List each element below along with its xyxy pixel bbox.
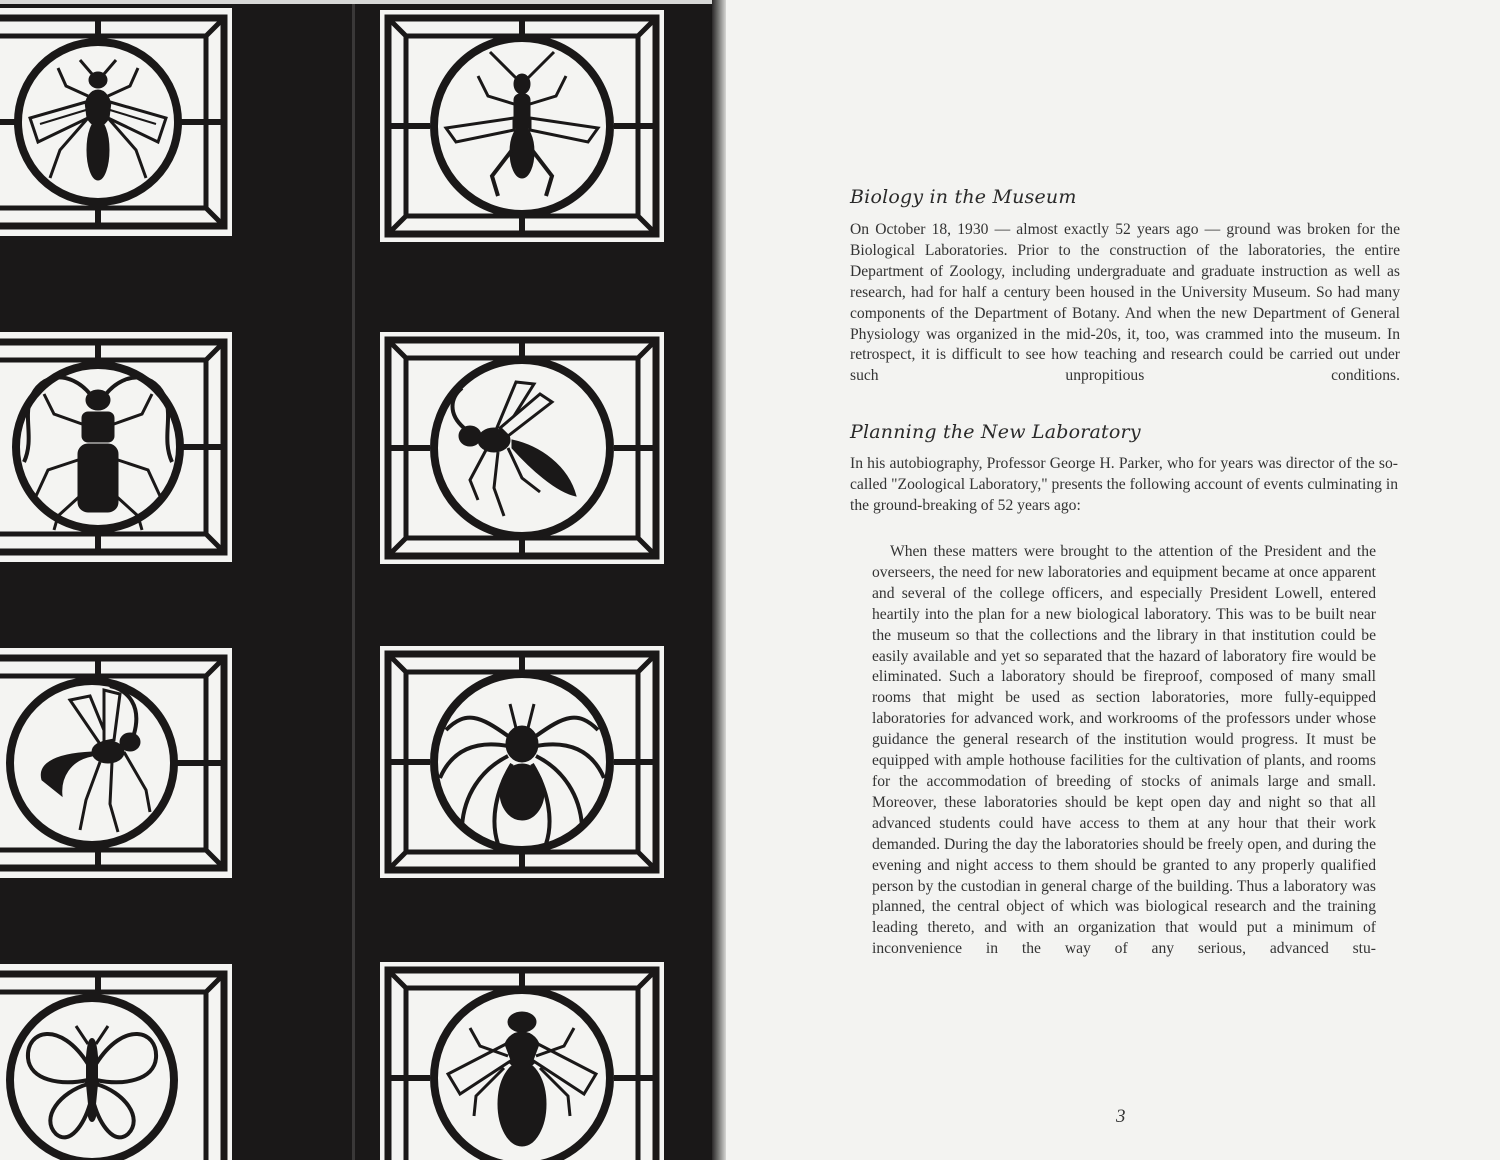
window-panel-7 xyxy=(380,646,664,878)
window-panel-8 xyxy=(380,962,664,1160)
window-panel-6 xyxy=(380,332,664,564)
text-page xyxy=(726,0,1500,1160)
section-heading-planning: Planning the New Laboratory xyxy=(850,421,1141,443)
parker-quote: When these matters were brought to the attention of the President and the overseers, the need for new laboratories and equipment became at once apparent and several of the college officers, and especially President Lowell, entered heartily into the plan for a new biological laboratory. This was to be built near the museum so that the collections and the library in that institution could be easily available and yet so separated that the hazard of laboratory fire would be eliminated. Such a laboratory should be fireproof, composed of many small rooms that might be used as section laboratories, more fully-equipped laboratories for advanced work, and workrooms of the professors under whose guidance the general research of the institution would progress. It must be equipped with ample hothouse facilities for the cultivation of plants, and rooms for the accommodation of breeding of stocks of animals large and small. Moreover, these laboratories should be kept open day and night so that all advanced students could have access to them at any hour that their work demanded. During the day the laboratories should be freely open, and during the evening and night access to them should be granted to any properly qualified person by the custodian in general charge of the building. Thus a laboratory was planned, the central object of which was biological research and the training leading thereto, and with an organization that would put a minimum of inconvenience in the way of any serious, advanced stu- xyxy=(872,543,1376,958)
book-gutter xyxy=(712,0,726,1160)
section-body-planning: In his autobiography, Professor George H. Parker, who for years was director of the so-called "Zoological Laboratory," presents the following account of events culminating in the ground-breaking of 52 years ago: xyxy=(850,455,1398,514)
window-panel-4 xyxy=(0,964,232,1160)
window-panel-2 xyxy=(0,332,232,562)
window-panel-5 xyxy=(380,10,664,242)
section-heading-biology: Biology in the Museum xyxy=(850,186,1077,208)
window-panel-3 xyxy=(0,648,232,878)
insect-window-photo xyxy=(0,0,718,1160)
page-number: 3 xyxy=(1116,1106,1126,1127)
window-panel-1 xyxy=(0,8,232,236)
section-body-biology: On October 18, 1930 — almost exactly 52 years ago — ground was broken for the Biological Laboratories. Prior to the construction of the laboratories, the entire Department of Zoology, including undergraduate and graduate instruction as well as research, had for half a century been housed in the University Museum. So had many components of the Department of Botany. And when the new Department of General Physiology was organized in the mid-20s, it, too, was crammed into the museum. In retrospect, it is difficult to see how teaching and research could be carried out under such unpropitious conditions. xyxy=(850,221,1400,385)
